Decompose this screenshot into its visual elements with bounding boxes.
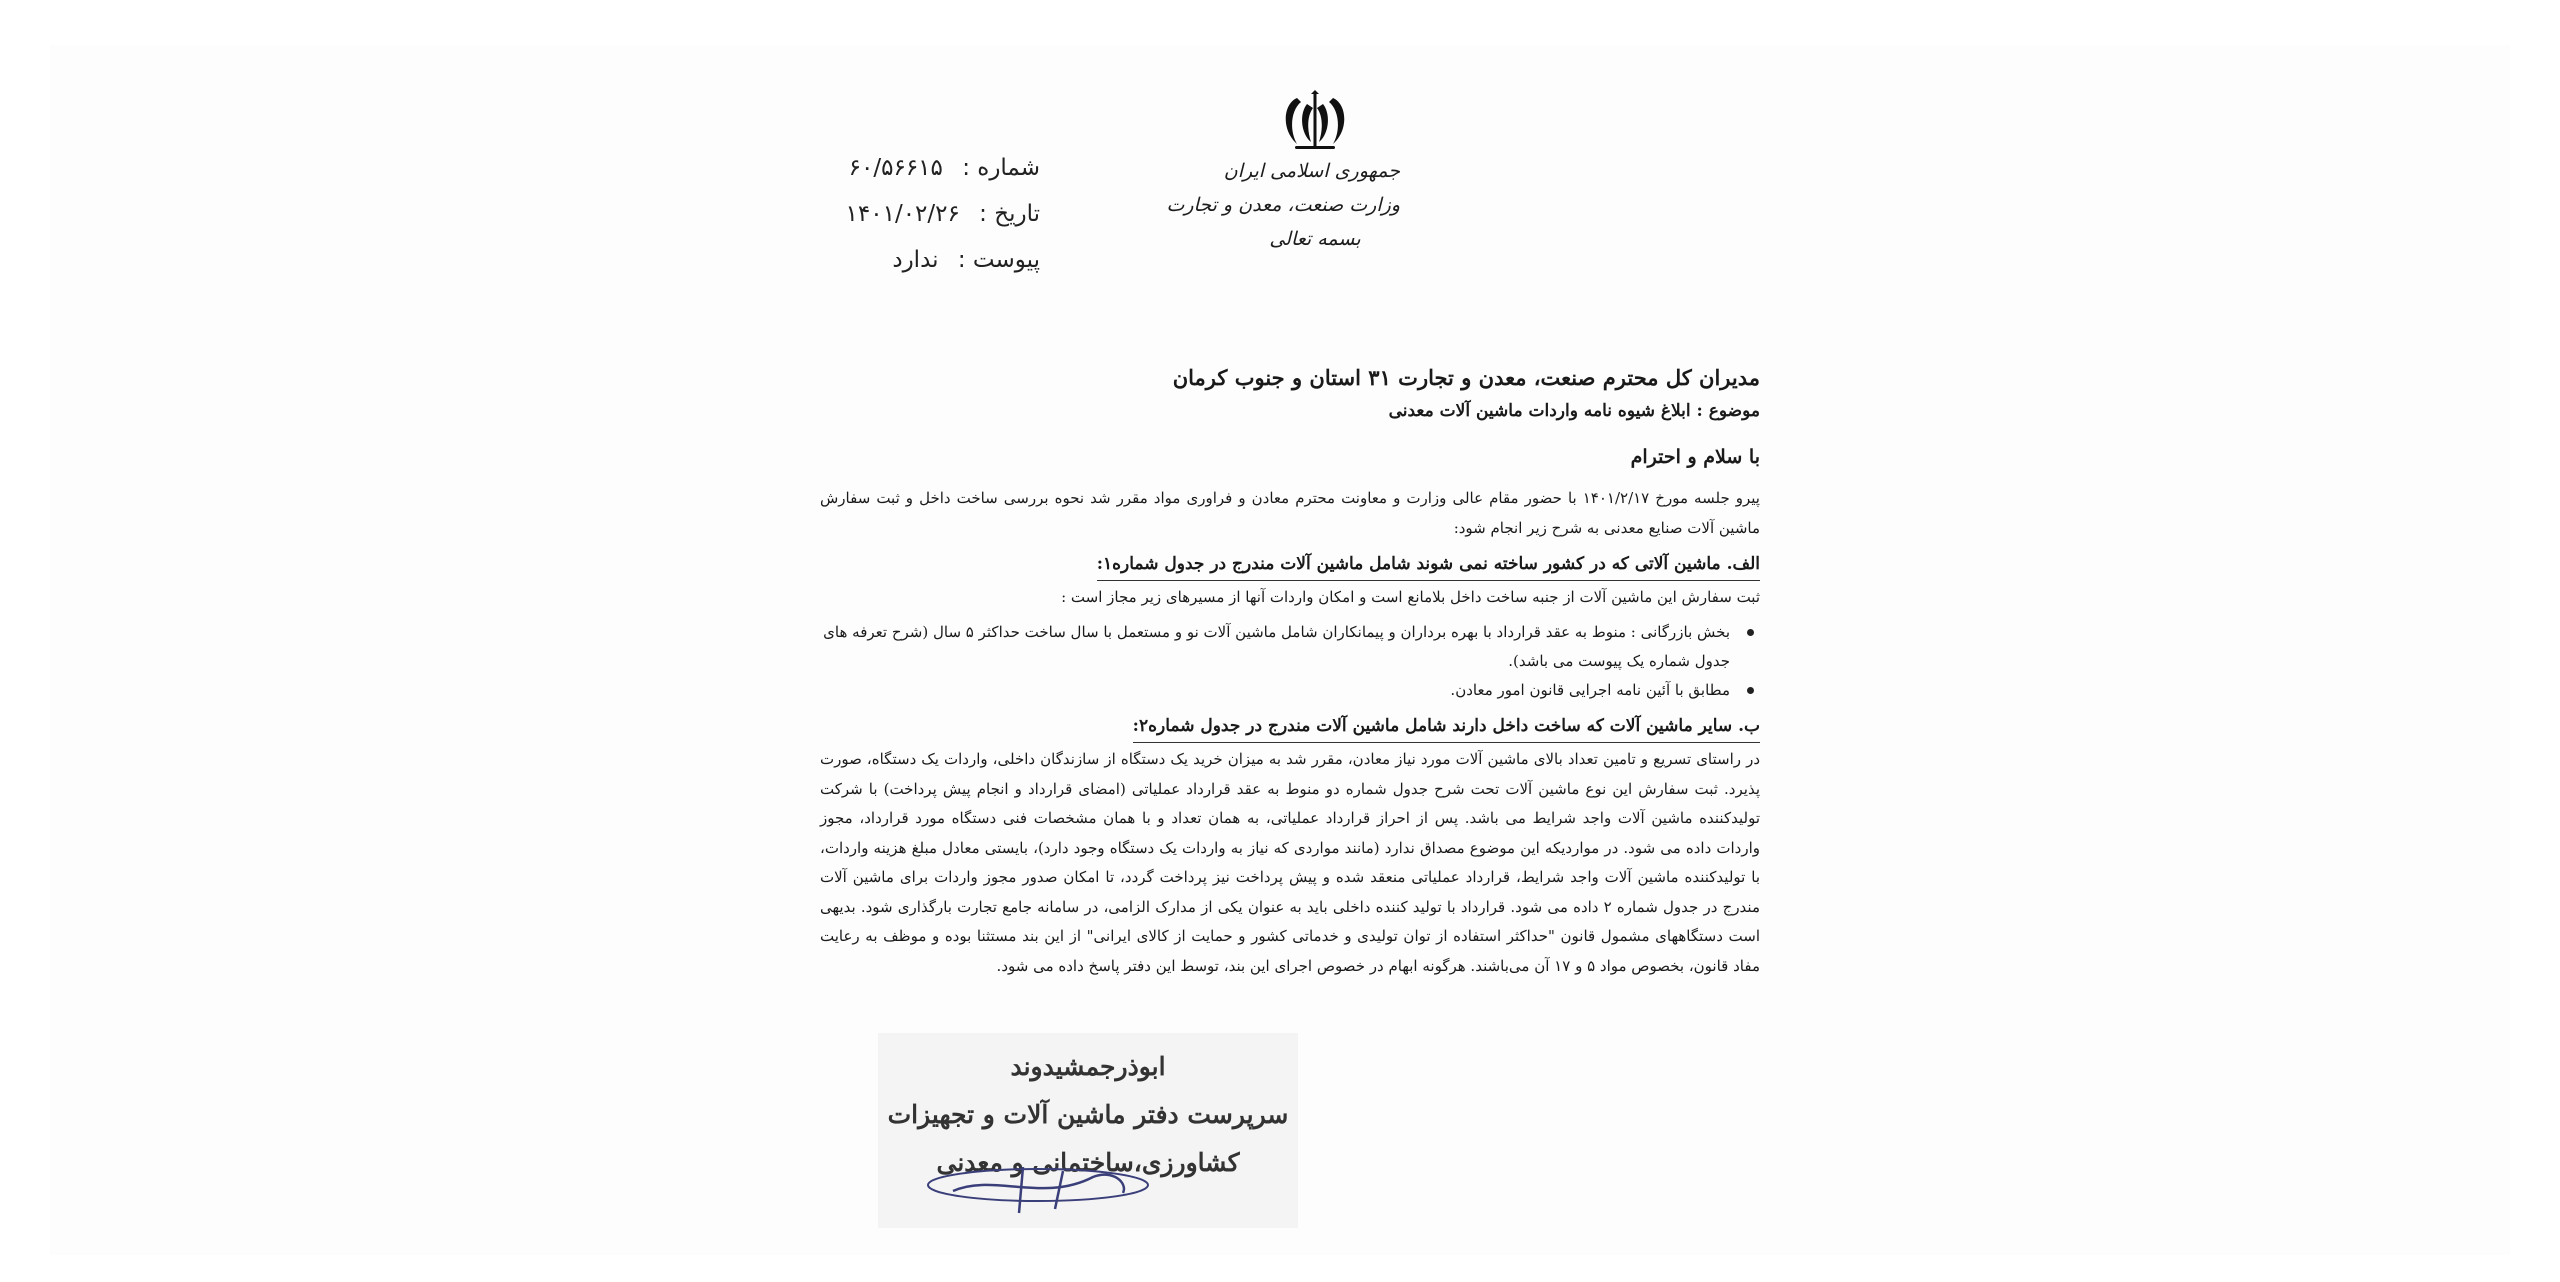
letter-body: [820, 360, 1760, 981]
list-item: [820, 676, 1730, 705]
handwritten-signature-icon: [923, 1163, 1163, 1223]
letter-date-value: ۱۴۰۱/۰۲/۲۶: [845, 201, 960, 227]
emblem-line-ministry: وزارت صنعت، معدن و تجارت: [1166, 194, 1400, 216]
list-item: [820, 618, 1730, 676]
letter-meta: [820, 145, 1040, 283]
section-a-list: [820, 618, 1760, 705]
bullet-icon: [1747, 687, 1754, 694]
section-b-heading: ب. سایر ماشین آلات که ساخت داخل دارند شامل ماشین آلات مندرج در جدول شماره۲:: [1133, 711, 1760, 743]
letter-attachment-row: [820, 237, 1040, 283]
letter-number-row: [820, 145, 1040, 191]
letter-number-value: ۶۰/۵۶۶۱۵: [848, 155, 943, 181]
bullet-icon: [1747, 629, 1754, 636]
letter-attachment-label: پیوست :: [957, 247, 1040, 273]
letter-date-row: [820, 191, 1040, 237]
letter-attachment-value: ندارد: [892, 247, 939, 273]
signatory-title-line1: سرپرست دفتر ماشین آلات و تجهیزات: [887, 1100, 1289, 1129]
letter-recipient: مدیران کل محترم صنعت، معدن و تجارت ۳۱ استان و جنوب کرمان: [1172, 365, 1760, 390]
letter-greeting: با سلام و احترام: [1630, 446, 1760, 468]
emblem-line-republic: جمهوری اسلامی ایران: [1223, 160, 1400, 182]
section-a-text: ثبت سفارش این ماشین آلات از جنبه ساخت داخل بلامانع است و امکان واردات آنها از مسیرهای زیر مجاز است :: [1061, 588, 1760, 606]
emblem-line-invocation: بسمه تعالی: [1269, 228, 1361, 250]
signatory-title-line2: کشاورزی،ساختمانی و معدنی: [936, 1148, 1240, 1177]
letter-subject: موضوع : ابلاغ شیوه نامه واردات ماشین آلات معدنی: [1388, 401, 1760, 421]
signatory-name: ابوذرجمشیدوند: [1010, 1052, 1166, 1081]
letter-intro: پیرو جلسه مورخ ۱۴۰۱/۲/۱۷ با حضور مقام عالی وزارت و معاونت محترم معادن و فراوری مواد مقرر شد نحوه بررسی ساخت داخل و ثبت سفارش ماشین آلات صنایع معدنی به شرح زیر انجام شود:: [820, 489, 1760, 537]
section-a-heading: الف. ماشین آلاتی که در کشور ساخته نمی شوند شامل ماشین آلات مندرج در جدول شماره۱:: [1097, 549, 1760, 581]
signature-stamp: [878, 1033, 1298, 1228]
list-item-text: مطابق با آئین نامه اجرایی قانون امور معادن.: [1450, 681, 1730, 699]
section-b-text: در راستای تسریع و تامین تعداد بالای ماشین آلات مورد نیاز معادن، مقرر شد به میزان خرید یک دستگاه از سازندگان داخلی، واردات یک دستگاه، صورت پذیرد. ثبت سفارش این نوع ماشین آلات تحت شرح جدول شماره دو منوط به عقد قرارداد عملیاتی (امضای قرارداد و انجام پیش پرداخت) با شرکت تولیدکننده ماشین آلات واجد شرایط می باشد. پس از احراز قرارداد عملیاتی، به همان تعداد و با همان مشخصات فنی دستگاه مورد قرارداد، مجوز واردات داده می شود. در مواردیکه این موضوع مصداق ندارد (مانند مواردی که نیاز به واردات یک دستگاه وجود دارد)، بایستی معادل مبلغ هزینه واردات، با تولیدکننده ماشین آلات واجد شرایط، قرارداد عملیاتی منعقد شده و پیش پرداخت نیز پرداخت گردد، تا امکان صدور مجوز واردات برای ماشین آلات مندرج در جدول شماره ۲ داده می شود. قرارداد با تولید کننده داخلی باید به عنوان یکی از مدارک الزامی، در سامانه جامع تجارت بارگذاری شود. بدیهی است دستگاههای مشمول قانون "حداکثر استفاده از توان تولیدی و خدماتی کشور و حمایت از کالای ایرانی" از این بند مستثنا بوده و موظف به رعایت مفاد قانون، بخصوص مواد ۵ و ۱۷ آن می‌باشند. هرگونه ابهام در خصوص اجرای این بند، توسط این دفتر پاسخ داده می شود.: [820, 750, 1760, 975]
letter-date-label: تاریخ :: [979, 201, 1040, 227]
letter-number-label: شماره :: [962, 155, 1040, 181]
letterhead-emblem: [1166, 90, 1400, 300]
iran-emblem-icon: [1275, 90, 1355, 154]
list-item-text: بخش بازرگانی : منوط به عقد قرارداد با بهره برداران و پیمانکاران شامل ماشین آلات نو و مستعمل با سال ساخت حداکثر ۵ سال (شرح تعرفه های جدول شماره یک پیوست می باشد).: [823, 623, 1730, 670]
